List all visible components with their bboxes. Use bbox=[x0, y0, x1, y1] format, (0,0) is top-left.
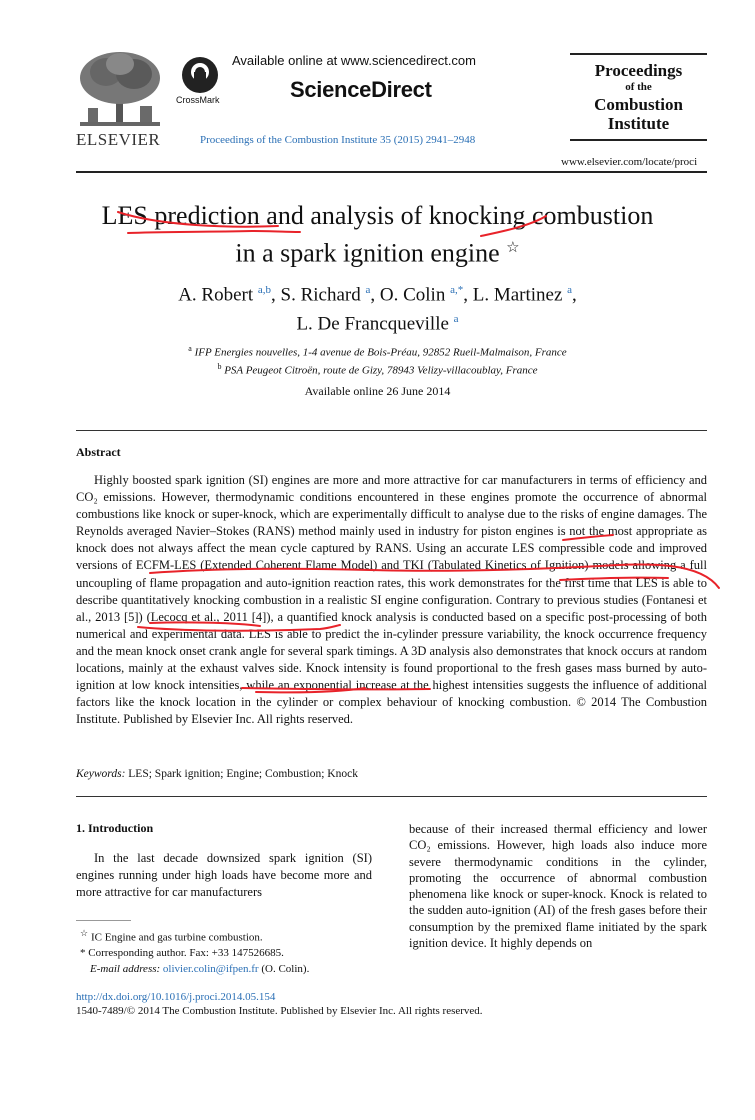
author-affiliation-mark[interactable]: a bbox=[567, 284, 573, 296]
author-separator: , bbox=[463, 284, 473, 306]
affiliation-mark: a bbox=[188, 344, 192, 353]
intro-column-left: In the last decade downsized spark ignition (SI) engines running under high loads have become more and more attractive for car manufacturers bbox=[76, 851, 372, 899]
footnote-divider bbox=[76, 920, 131, 921]
affiliation-text: PSA Peugeot Citroën, route de Gizy, 78943 Velizy-villacoublay, France bbox=[224, 364, 538, 377]
journal-box-line: of the bbox=[625, 81, 652, 93]
author-separator: , bbox=[370, 284, 380, 306]
journal-url[interactable]: www.elsevier.com/locate/proci bbox=[561, 156, 698, 168]
intro-column-right: because of their increased thermal efficiency and lower CO₂ emissions. However, high loads also induce more severe thermodynamic conditions in the cylinder, promoting the occurrence of abnormal combustion phenomena like knock or super-knock. Knock is related to the sudden auto-ignition (AI) of the fresh gases before their consumption by the premixed flame initiated by the spark ignition device. It highly depends on bbox=[409, 822, 707, 951]
author-name: L. De Francqueville bbox=[296, 313, 449, 335]
footnotes bbox=[80, 926, 380, 977]
title-line-2: in a spark ignition engine bbox=[235, 238, 500, 268]
author-separator: , bbox=[572, 284, 577, 306]
keywords-text: LES; Spark ignition; Engine; Combustion; Knock bbox=[128, 768, 358, 780]
footnote-mark: ☆ bbox=[80, 928, 89, 938]
author-name: A. Robert bbox=[178, 284, 254, 306]
journal-box-line: Combustion bbox=[594, 95, 683, 114]
email-suffix: (O. Colin). bbox=[261, 962, 310, 975]
author-affiliation-mark[interactable]: a,* bbox=[450, 284, 464, 296]
author-affiliation-mark[interactable]: a bbox=[453, 313, 459, 326]
footnote-mark: * bbox=[80, 947, 86, 960]
available-online-date: Available online 26 June 2014 bbox=[304, 384, 451, 398]
author-affiliation-mark[interactable]: a bbox=[365, 284, 371, 296]
header-divider bbox=[76, 171, 707, 173]
author-name: L. Martinez bbox=[472, 284, 563, 306]
copyright-line: 1540-7489/© 2014 The Combustion Institute. Published by Elsevier Inc. All rights reserved. bbox=[76, 1005, 483, 1017]
affiliation-line bbox=[40, 342, 715, 360]
journal-box-line: Proceedings bbox=[594, 61, 683, 80]
author-separator: , bbox=[271, 284, 281, 306]
footnote-star bbox=[80, 926, 380, 946]
sciencedirect-logo[interactable]: ScienceDirect bbox=[290, 77, 432, 102]
keywords-line bbox=[76, 768, 358, 780]
available-online-text: Available online at www.sciencedirect.com bbox=[232, 53, 476, 68]
keywords-label: Keywords: bbox=[76, 768, 126, 780]
abstract-body: Highly boosted spark ignition (SI) engines are more and more attractive for car manufacturers in terms of efficiency and CO₂ emissions. However, thermodynamic conditions encountered in these engines promote the occurrence of abnormal combustions like knock or super-knock, which are experimentally difficult to analyse due to the risks of engine damages. The Reynolds averaged Navier–Stokes (RANS) method mainly used in industry for piston engines is not the most appropriate as knock does not always affect the mean cycle captured by RANS. Using an accurate LES compressible code and improved versions of ECFM-LES (Extended Coherent Flame Model) and TKI (Tabulated Kinetics of Ignition) models allowing a full uncoupling of flame propagation and auto-ignition reaction rates, this work demonstrates for the first time that LES is able to describe quantitatively knocking combustion in a realistic SI engine configuration. Contrary to previous studies (Fontanesi et al., 2013 [5]) (Lecocq et al., 2011 [4]), a quantified knock analysis is conducted based on a specific post-processing of both numerical and experimental data. LES is able to predict the in-cylinder pressure variability, the knock occurrence frequency and the mean knock onset crank angle for several spark timings. A 3D analysis also demonstrates that knock occurs at random locations, mainly at the exhaust valves side. Knock intensity is found proportional to the fresh gases mass burned by auto-ignition at low knock intensities, while an exponential increase at the highest intensities suggests the influence of additional factors like the knock location in the cylinder or complex behaviour of knocking combustion. © 2014 The Combustion Institute. Published by Elsevier Inc. All rights reserved. bbox=[76, 473, 707, 727]
author-name: S. Richard bbox=[280, 284, 361, 306]
affiliations bbox=[40, 342, 715, 377]
abstract-heading: Abstract bbox=[76, 445, 121, 459]
title-line-1: LES prediction and analysis of knocking combustion bbox=[101, 201, 654, 230]
intro-heading: 1. Introduction bbox=[76, 821, 154, 835]
author-affiliation-mark[interactable]: a,b bbox=[257, 284, 272, 296]
email-label: E-mail address: bbox=[90, 962, 161, 975]
footnote-email bbox=[80, 962, 380, 978]
section-divider bbox=[76, 796, 707, 797]
journal-name-box bbox=[570, 53, 707, 141]
doi-link[interactable]: http://dx.doi.org/10.1016/j.proci.2014.05.154 bbox=[76, 991, 276, 1003]
email-link[interactable]: olivier.colin@ifpen.fr bbox=[162, 962, 259, 975]
section-divider bbox=[76, 430, 707, 431]
journal-box-line: Institute bbox=[607, 114, 670, 133]
journal-citation[interactable]: Proceedings of the Combustion Institute 35 (2015) 2941–2948 bbox=[200, 134, 476, 146]
footnote-text: Corresponding author. Fax: +33 147526685. bbox=[88, 947, 284, 960]
footnote-text: IC Engine and gas turbine combustion. bbox=[90, 931, 263, 944]
author-list bbox=[40, 278, 715, 337]
title-footnote-star[interactable]: ☆ bbox=[506, 240, 520, 256]
affiliation-line bbox=[40, 360, 715, 378]
footnote-corresponding bbox=[80, 946, 380, 962]
affiliation-mark: b bbox=[217, 361, 222, 371]
article-title bbox=[40, 200, 715, 270]
affiliation-text: IFP Energies nouvelles, 1-4 avenue de Bois-Préau, 92852 Rueil-Malmaison, France bbox=[194, 346, 567, 359]
crossmark-label: CrossMark bbox=[176, 95, 220, 105]
publisher-name: ELSEVIER bbox=[76, 130, 161, 149]
author-name: O. Colin bbox=[379, 284, 446, 306]
